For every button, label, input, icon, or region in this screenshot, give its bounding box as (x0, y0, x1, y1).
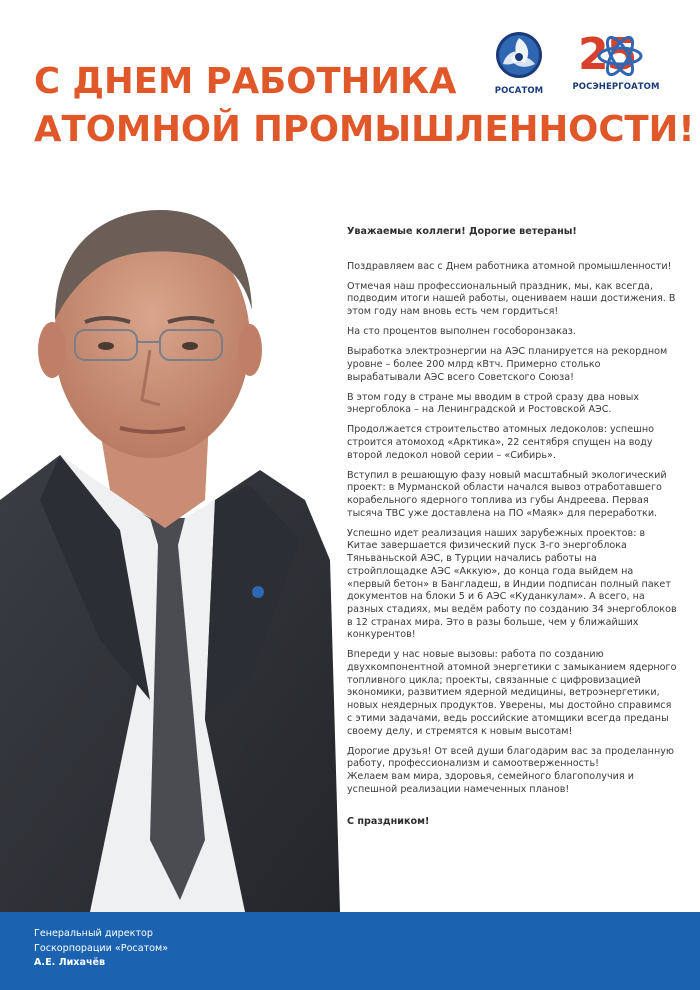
letter-paragraph: Отмечая наш профессиональный праздник, мы, как всегда, подводим итоги нашей работы, оцениваем наши достижения. В этом году нам вновь есть чем гордиться! (347, 280, 676, 318)
letter-paragraph: Продолжается строительство атомных ледоколов: успешно строится атомоход «Арктика», 22 сентября спущен на воду второй ледокол новой серии – «Сибирь». (347, 424, 655, 461)
letter-paragraph: Дорогие друзья! От всей души благодарим вас за проделанную работу, профессионализм и самоотверженность! Желаем вам мира, здоровья, семейного благополучия и успешной реализации намеченных планов! (347, 745, 674, 795)
rosatom-caption: РОСАТОМ (494, 86, 544, 96)
signature-block (34, 927, 168, 971)
rosatom-logo (486, 30, 552, 96)
signature-position-line-1: Генеральный директор (34, 928, 154, 939)
title-line-2: АТОМНОЙ ПРОМЫШЛЕННОСТИ! (34, 109, 695, 150)
letter-salutation: Уважаемые коллеги! Дорогие ветераны! (347, 226, 577, 237)
letter-paragraph: Впереди у нас новые вызовы: работа по созданию двухкомпонентной атомной энергетики с замыканием ядерного топливного цикла; проекты, связанные с цифровизацией экономики, развитием ядерной медицины, ветроэнергетики, новых неядерных продуктов. Уверены, мы достойно справимся с этими задачами, ведь российские атомщики всегда преданы своему делу, и стремятся к новым высотам! (347, 649, 677, 737)
atom-orbit-icon (596, 32, 644, 80)
letter-paragraph: В этом году в стране мы вводим в строй сразу два новых энергоблока – на Ленинградской и Ростовской АЭС. (347, 391, 640, 416)
rosenergoatom-caption: РОСЭНЕРГОАТОМ (572, 82, 660, 92)
signature-position-line-2: Госкорпорации «Росатом» (34, 942, 169, 954)
anniversary-emblem (568, 30, 664, 80)
letter-paragraph: Успешно идет реализация наших зарубежных проектов: в Китае завершается физический пуск 3-го энергоблока Тяньваньской АЭС, в Турции начались работы на стройплощадке АЭС «Аккую», до конца года выйдем на «первый бетон» в Бангладеш, в Индии подписан полный пакет документов на блоки 5 и 6 АЭС «Куданкулам». А всего, на разных стадиях, мы ведём работу по созданию 34 энергоблоков в 12 странах мира. Это в разы больше, чем у ближайших конкурентов! (347, 527, 677, 641)
rosenergoatom-logo (568, 30, 664, 92)
footer-band (0, 912, 700, 990)
letter-paragraph: На сто процентов выполнен гособоронзаказ. (347, 326, 576, 338)
letter-paragraph: Поздравляем вас с Днем работника атомной промышленности! (347, 260, 672, 272)
letter-closing: С праздником! (347, 816, 430, 828)
portrait-photo (0, 200, 340, 912)
title-line-1: С ДНЕМ РАБОТНИКА (34, 61, 457, 102)
signature-name: А.Е. Лихачёв (34, 957, 106, 968)
letter-paragraph: Вступил в решающую фазу новый масштабный экологический проект: в Мурманской области начался вывоз отработавшего корабельного ядерного топлива из губы Андреева. Первая тысяча ТВС уже доставлена на ПО «Маяк» для переработки. (347, 469, 667, 519)
letter-body (347, 226, 677, 836)
portrait-illustration (0, 200, 340, 912)
rosatom-atom-icon (494, 30, 544, 80)
letter-paragraph: Выработка электроэнергии на АЭС планируется на рекордном уровне – более 200 млрд кВтч. Примерно столько вырабатывали АЭС всего Советского Союза! (347, 346, 668, 383)
anniversary-number: 25 (578, 29, 636, 80)
